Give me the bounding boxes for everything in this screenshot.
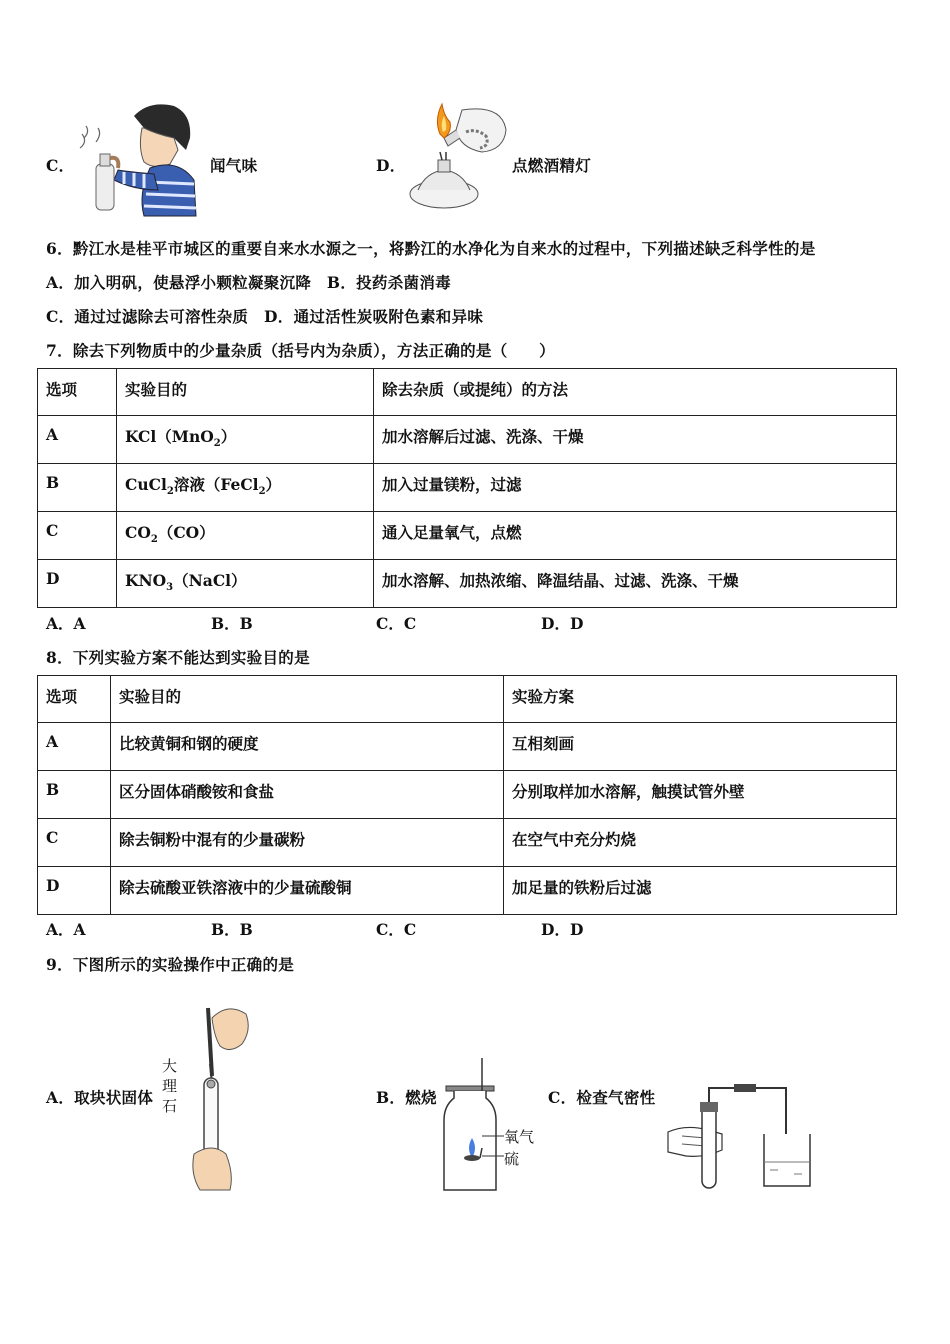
table-row	[38, 560, 897, 608]
row-method: 通入足量氧气，点燃	[374, 512, 897, 560]
q8-stem: 8．下列实验方案不能达到实验目的是	[46, 648, 310, 667]
table-header-row	[38, 369, 897, 416]
row-option: B	[38, 464, 117, 512]
header-option: 选项	[38, 676, 111, 723]
row-method: 加水溶解、加热浓缩、降温结晶、过滤、洗涤、干燥	[374, 560, 897, 608]
q8-table	[37, 675, 897, 915]
test-tube-solid-illustration	[184, 1004, 254, 1194]
row-purpose: 比较黄铜和钢的硬度	[111, 723, 504, 771]
table-row	[38, 867, 897, 915]
row-option: A	[38, 416, 117, 464]
row-substance: KCl（MnO$_2$）	[117, 416, 374, 464]
row-option: B	[38, 771, 111, 819]
row-plan: 分别取样加水溶解，触摸试管外壁	[504, 771, 897, 819]
row-purpose: 除去硫酸亚铁溶液中的少量硫酸铜	[111, 867, 504, 915]
q9-option-b-text: B．燃烧	[376, 1088, 437, 1107]
gas-bottle-combustion-illustration	[440, 1058, 500, 1194]
marble-label: 大 理 石	[162, 1057, 178, 1115]
q5-option-d-text: 点燃酒精灯	[512, 156, 592, 175]
alcohol-lamp-illustration	[404, 100, 510, 216]
row-plan: 加足量的铁粉后过滤	[504, 867, 897, 915]
table-row	[38, 819, 897, 867]
header-purpose: 实验目的	[111, 676, 504, 723]
smelling-person-illustration	[74, 98, 202, 218]
q7-stem: 7．除去下列物质中的少量杂质（括号内为杂质），方法正确的是（ ）	[46, 341, 555, 360]
q8-answer-c[interactable]: C．C	[376, 920, 417, 939]
q6-options-line2: C．通过过滤除去可溶性杂质 D．通过活性炭吸附色素和异味	[46, 307, 484, 326]
q8-answer-d[interactable]: D．D	[541, 920, 584, 939]
q7-answer-c[interactable]: C．C	[376, 614, 417, 633]
q7-table	[37, 368, 897, 608]
q7-answer-d[interactable]: D．D	[541, 614, 584, 633]
q7-answer-a[interactable]: A．A	[46, 614, 86, 633]
row-purpose: 区分固体硝酸铵和食盐	[111, 771, 504, 819]
q8-answer-b[interactable]: B．B	[211, 920, 253, 939]
table-row	[38, 416, 897, 464]
row-option: A	[38, 723, 111, 771]
row-substance: $CO_2(CO)$	[117, 512, 374, 560]
q6-stem: 6．黔江水是桂平市城区的重要自来水水源之一，将黔江的水净化为自来水的过程中，下列描述缺乏科学性的是	[46, 239, 816, 258]
table-header-row	[38, 676, 897, 723]
q5-option-c-label: C．	[46, 156, 75, 175]
label-pointer-lines	[482, 1130, 506, 1158]
oxygen-label: 氧气	[504, 1128, 535, 1146]
row-option: C	[38, 512, 117, 560]
table-row	[38, 512, 897, 560]
header-option: 选项	[38, 369, 117, 416]
q9-option-a-text: A．取块状固体	[46, 1088, 154, 1107]
row-method: 加入过量镁粉，过滤	[374, 464, 897, 512]
row-substance: $KNO_3(NaCl)$	[117, 560, 374, 608]
q7-answer-b[interactable]: B．B	[211, 614, 253, 633]
row-option: C	[38, 819, 111, 867]
header-purpose: 实验目的	[117, 369, 374, 416]
q6-options-line1: A．加入明矾，使悬浮小颗粒凝聚沉降 B．投药杀菌消毒	[46, 273, 451, 292]
row-substance: CuCl$_2$溶液（FeCl$_2$）	[117, 464, 374, 512]
header-plan: 实验方案	[504, 676, 897, 723]
q8-answer-a[interactable]: A．A	[46, 920, 86, 939]
row-plan: 在空气中充分灼烧	[504, 819, 897, 867]
q9-option-c-text: C．检查气密性	[548, 1088, 656, 1107]
table-row	[38, 723, 897, 771]
header-method: 除去杂质（或提纯）的方法	[374, 369, 897, 416]
row-plan: 互相刻画	[504, 723, 897, 771]
q5-option-c-text: 闻气味	[210, 156, 258, 175]
table-row	[38, 464, 897, 512]
row-method: 加水溶解后过滤、洗涤、干燥	[374, 416, 897, 464]
sulfur-label: 硫	[504, 1150, 520, 1168]
q9-stem: 9．下图所示的实验操作中正确的是	[46, 955, 295, 974]
airtightness-check-illustration	[664, 1078, 814, 1192]
row-purpose: 除去铜粉中混有的少量碳粉	[111, 819, 504, 867]
q5-option-d-label: D．	[376, 156, 406, 175]
table-row	[38, 771, 897, 819]
row-option: D	[38, 560, 117, 608]
row-option: D	[38, 867, 111, 915]
